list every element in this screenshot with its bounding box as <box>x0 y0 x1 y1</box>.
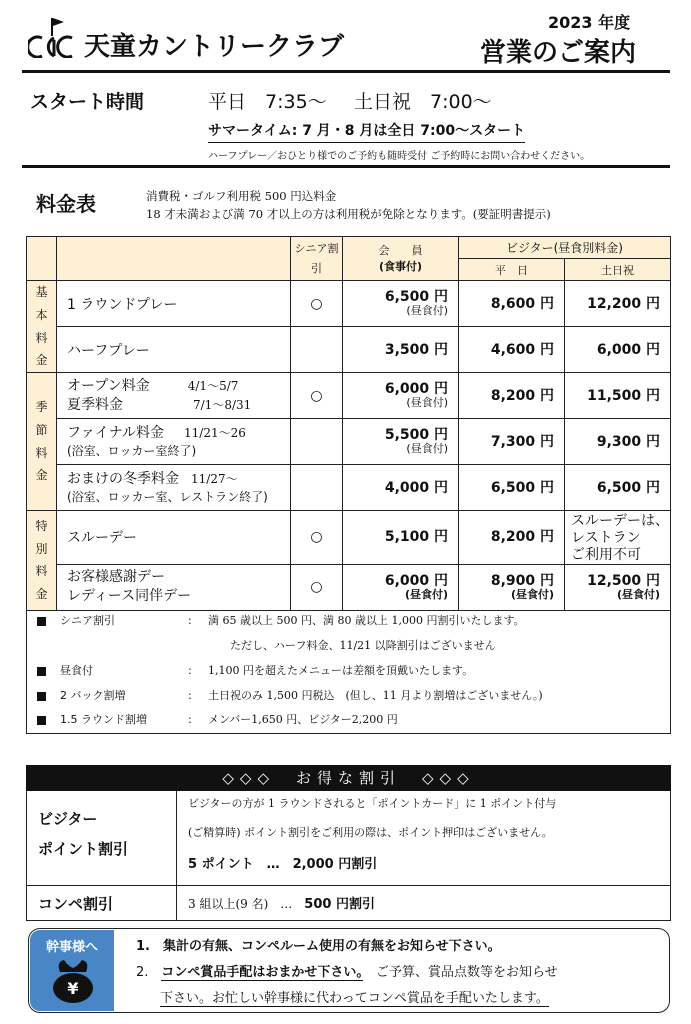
senior-mark: ○ <box>291 564 343 610</box>
category-special: 特 別 料 金 <box>27 511 57 610</box>
year-label: 2023 年度 <box>548 13 631 32</box>
table-row: おまけの冬季料金 11/27〜 (浴室、ロッカー室、レストラン終了) 4,000 円 6,500 円 6,500 円 <box>27 465 671 511</box>
header-visitor: ビジター(昼食別料金) <box>459 237 671 259</box>
price-table <box>26 236 671 611</box>
row-name: ファイナル料金 11/21〜26 (浴室、ロッカー室終了) <box>57 419 291 465</box>
row-name: おまけの冬季料金 11/27〜 (浴室、ロッカー室、レストラン終了) <box>57 465 291 511</box>
senior-mark: ○ <box>291 373 343 419</box>
half-play-note: ハーフプレー／おひとり様でのご予約も随時受付 ご予約時にお問い合わせください。 <box>208 151 591 162</box>
table-header-row <box>27 237 671 259</box>
table-row: お客様感謝デー レディース同伴デー ○ 6,000 円 (昼食付) 8,900 円 (昼食付) 12,500 円 (昼食付) <box>27 564 671 610</box>
row-name: お客様感謝デー レディース同伴デー <box>57 564 291 610</box>
compe-discount-text: 3 組以上(9 名) … 500 円割引 <box>188 897 375 912</box>
table-row: ハーフプレー 3,500 円 4,600 円 6,000 円 <box>27 327 671 373</box>
row-name: ハーフプレー <box>57 327 291 373</box>
note-lunch: 昼食付 : 1,100 円を超えたメニューは差額を頂戴いたします。 <box>37 662 473 678</box>
visitor-discount-value: 5 ポイント … 2,000 円割引 <box>188 857 378 872</box>
row-name: スルーデー <box>57 511 291 564</box>
table-row: 季 節 料 金 オープン料金 4/1〜5/7 夏季料金 7/1〜8/31 ○ 6,000 円 (昼食付) 8,200 円 11,500 円 <box>27 373 671 419</box>
tax-note-2: 18 才未満および満 70 才以上の方は利用税が免除となります。(要証明書提示) <box>146 207 551 221</box>
organizer-badge-label: 幹事様へ <box>45 940 98 955</box>
category-seasonal: 季 節 料 金 <box>27 373 57 511</box>
club-logo-icon <box>28 14 80 58</box>
visitor-discount-text-1: ビジターの方が 1 ラウンドされると「ポイントカード」に 1 ポイント付与 <box>188 797 557 810</box>
purse-icon <box>50 956 96 1004</box>
start-time-weekday: 平日 7:35〜 <box>208 91 327 113</box>
row-name: 1 ラウンドプレー <box>57 281 291 327</box>
organizer-item-2-cont: 下さい。お忙しい幹事様に代わってコンペ賞品を手配いたします。 <box>160 987 549 1007</box>
tax-note-1: 消費税・ゴルフ利用税 500 円込料金 <box>146 189 337 203</box>
table-row: ファイナル料金 11/21〜26 (浴室、ロッカー室終了) 5,500 円 (昼食付) 7,300 円 9,300 円 <box>27 419 671 465</box>
note-1-5-round: 1.5 ラウンド割増 : メンバー1,650 円、ビジター2,200 円 <box>37 711 398 727</box>
note-2back: 2 バック割増 : 土日祝のみ 1,500 円税込 (但し、11 月より割増はございません。) <box>37 687 543 703</box>
start-time-weekend: 土日祝 7:00〜 <box>354 91 492 113</box>
club-name: 天童カントリークラブ <box>84 32 345 62</box>
header-member: 会 員 (食事付) <box>343 237 459 281</box>
organizer-item-2: 2. コンペ賞品手配はおまかせ下さい。 ご予算、賞品点数等をお知らせ <box>136 965 558 980</box>
visitor-discount-text-2: (ご精算時) ポイント割引をご利用の際は、ポイント押印はございません。 <box>188 826 553 839</box>
header-senior: シニア割引 <box>291 237 343 281</box>
svg-text:¥: ¥ <box>67 979 79 998</box>
discount-title: ◇◇◇ お得な割引 ◇◇◇ <box>26 765 671 791</box>
compe-discount-label: コンペ割引 <box>38 895 114 913</box>
senior-mark: ○ <box>291 281 343 327</box>
header-weekday: 平 日 <box>459 259 565 281</box>
table-row: 基 本 料 金 1 ラウンドプレー ○ 6,500 円 (昼食付) 8,600 円 12,200 円 <box>27 281 671 327</box>
category-basic: 基 本 料 金 <box>27 281 57 373</box>
header-divider <box>22 70 670 73</box>
note-senior-cont: ただし、ハーフ料金、11/21 以降割引はございません <box>230 639 496 652</box>
visitor-discount-label: ビジター <box>38 810 98 828</box>
table-row: 特 別 料 金 スルーデー ○ 5,100 円 8,200 円 スルーデーは、 レストラン ご利用不可 <box>27 511 671 564</box>
organizer-item-1: 1. 集計の有無、コンペルーム使用の有無をお知らせ下さい。 <box>136 939 501 954</box>
summer-time-note: サマータイム: 7 月・8 月は全日 7:00〜スタート <box>208 120 525 143</box>
page-title: 営業のご案内 <box>480 38 637 68</box>
start-divider <box>22 165 670 168</box>
price-notes <box>26 602 671 734</box>
price-table-title: 料金表 <box>36 192 96 216</box>
header-weekend: 土日祝 <box>565 259 671 281</box>
senior-mark: ○ <box>291 511 343 564</box>
thru-day-note: スルーデーは、 レストラン ご利用不可 <box>565 511 671 564</box>
note-senior: シニア割引 : 満 65 歳以上 500 円、満 80 歳以上 1,000 円割引いたします。 <box>37 612 525 628</box>
start-time-label: スタート時間 <box>30 91 145 113</box>
row-name: オープン料金 4/1〜5/7 夏季料金 7/1〜8/31 <box>57 373 291 419</box>
visitor-discount-label-2: ポイント割引 <box>38 840 129 858</box>
